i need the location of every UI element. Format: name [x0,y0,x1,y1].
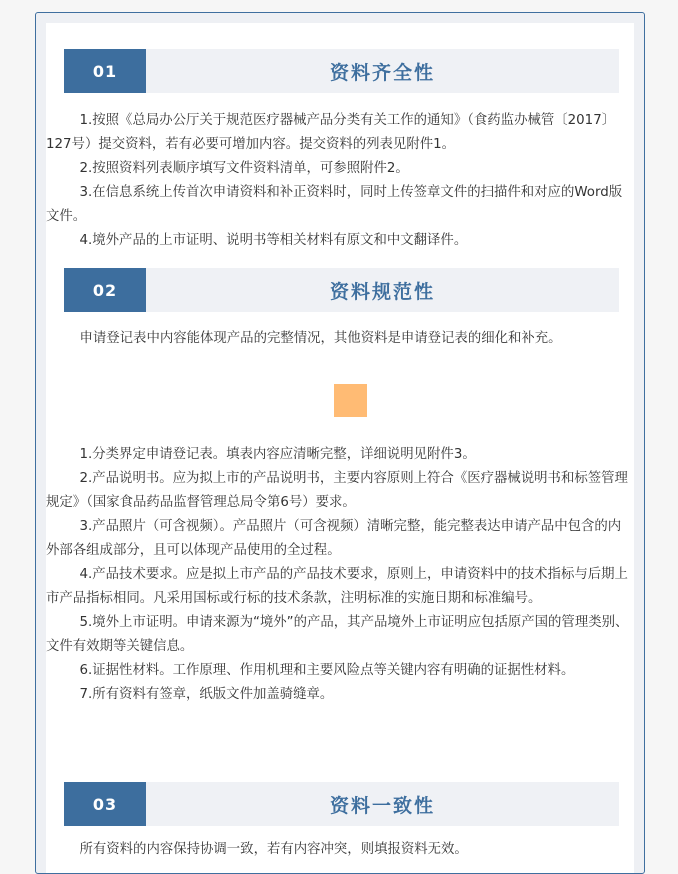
paragraph: 6.证据性材料。工作原理、作用机理和主要风险点等关键内容有明确的证据性材料。 [79,663,575,678]
decorative-square [334,384,367,417]
paragraph: 1.分类界定申请登记表。填表内容应清晰完整，详细说明见附件3。 [79,447,476,462]
paragraph: 3.在信息系统上传首次申请资料和补正资料时，同时上传签章文件的扫描件和对应的Word版文件。 [46,185,623,224]
paragraph: 2.按照资料列表顺序填写文件资料清单，可参照附件2。 [79,161,409,176]
paragraph: 5.境外上市证明。申请来源为“境外”的产品，其产品境外上市证明应包括原产国的管理类别、文件有效期等关键信息。 [46,615,629,654]
section-number: 01 [64,49,146,93]
paragraph: 2.产品说明书。应为拟上市的产品说明书，主要内容原则上符合《医疗器械说明书和标签管理规定》（国家食品药品监督管理总局令第6号）要求。 [46,471,628,510]
paragraph: 1.按照《总局办公厅关于规范医疗器械产品分类有关工作的通知》（食药监办械管〔2017〕127号）提交资料，若有必要可增加内容。提交资料的列表见附件1。 [46,113,616,152]
section-number: 03 [64,782,146,826]
section-title: 资料一致性 [329,794,435,817]
section-number: 02 [64,268,146,312]
section-title: 资料规范性 [329,280,435,303]
section-01-text [46,109,634,253]
article-body [46,23,634,873]
section-03-intro [46,838,634,862]
paragraph: 7.所有资料有签章，纸版文件加盖骑缝章。 [79,687,334,702]
section-header-02 [64,268,619,312]
section-02-text [46,443,634,707]
article-frame [35,12,645,874]
paragraph: 3.产品照片（可含视频）。产品照片（可含视频）清晰完整，能完整表达申请产品中包含的内外部各组成部分，且可以体现产品使用的全过程。 [46,519,622,558]
section-title: 资料齐全性 [329,61,435,84]
paragraph: 4.产品技术要求。应是拟上市产品的产品技术要求，原则上，申请资料中的技术指标与后期上市产品指标相同。凡采用国标或行标的技术条款，注明标准的实施日期和标准编号。 [46,567,628,606]
paragraph: 所有资料的内容保持协调一致，若有内容冲突，则填报资料无效。 [79,842,468,857]
paragraph: 申请登记表中内容能体现产品的完整情况，其他资料是申请登记表的细化和补充。 [79,331,562,346]
paragraph: 4.境外产品的上市证明、说明书等相关材料有原文和中文翻译件。 [79,233,468,248]
section-header-01 [64,49,619,93]
section-02-intro [46,327,634,351]
section-header-03 [64,782,619,826]
